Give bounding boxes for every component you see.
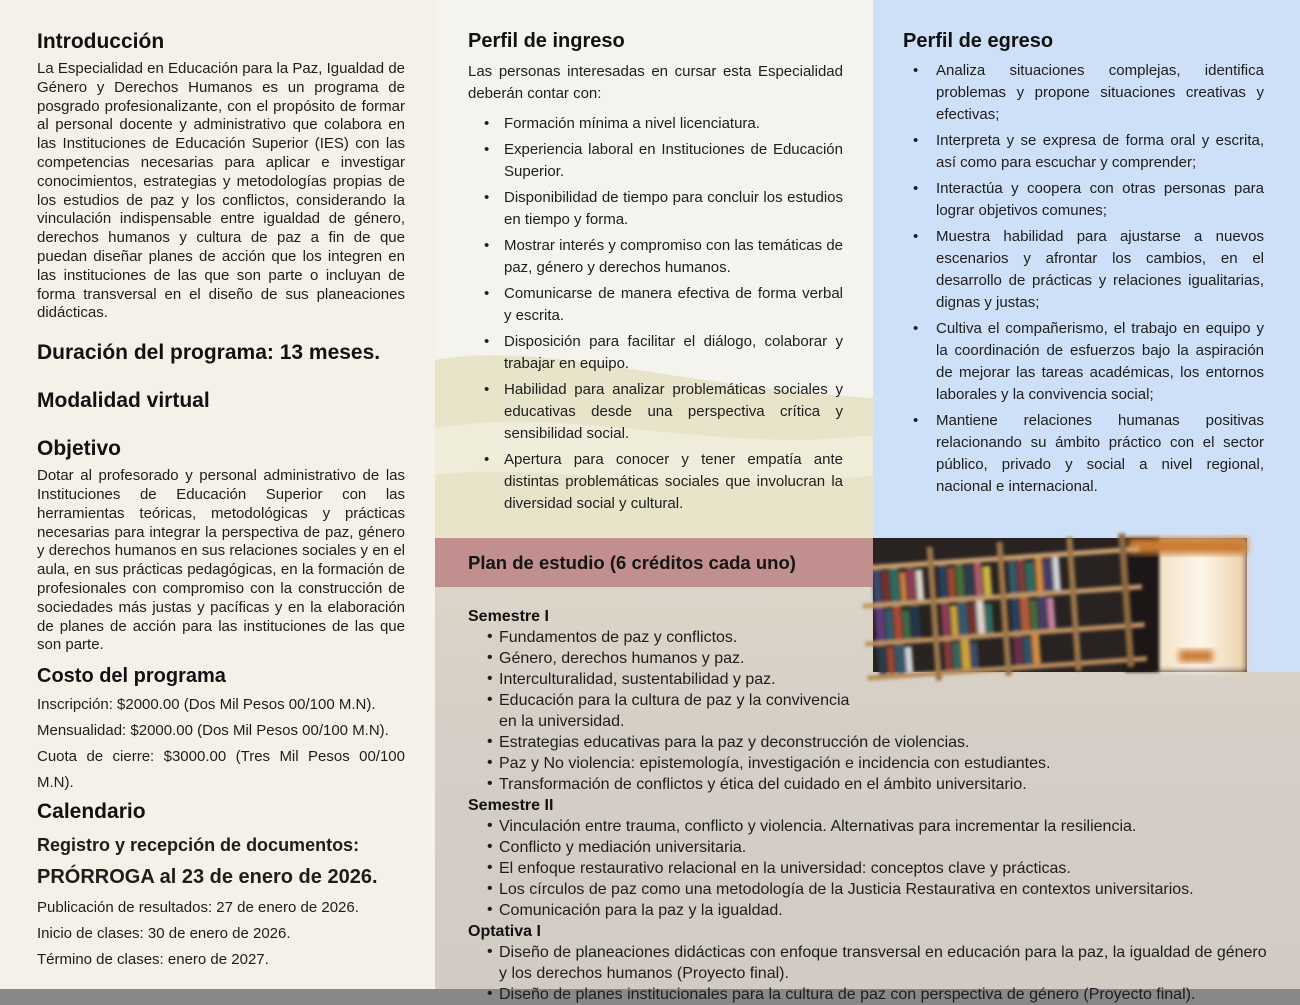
egreso-item: • Analiza situaciones complejas, identifica problemas y propone situaciones creativas y efectivas;	[913, 62, 1264, 123]
plan-section-heading: Semestre I	[468, 608, 549, 625]
bullet-icon: •	[487, 691, 493, 708]
bullet-icon: •	[484, 381, 490, 398]
bullet-icon: •	[487, 901, 493, 918]
ingreso-list	[468, 113, 843, 515]
bullet-icon: •	[487, 880, 493, 897]
plan-course-item: • Estrategias educativas para la paz y deconstrucción de violencias.	[487, 733, 970, 751]
bullet-icon: •	[484, 451, 490, 468]
plan-course-item: • Fundamentos de paz y conflictos.	[487, 628, 738, 646]
bullet-icon: •	[913, 132, 919, 149]
egreso-panel	[873, 0, 1300, 538]
bullet-icon: •	[484, 115, 490, 132]
calendar-lines	[37, 895, 405, 973]
bullet-icon: •	[487, 733, 493, 750]
egreso-item: • Interpreta y se expresa de forma oral y escrita, así como para escuchar y comprender;	[913, 132, 1264, 171]
duration-heading: Duración del programa: 13 meses.	[37, 341, 381, 365]
left-column	[0, 0, 435, 989]
ingreso-item: • Formación mínima a nivel licenciatura.	[468, 113, 843, 135]
bullet-icon: •	[913, 320, 919, 337]
bullet-icon: •	[484, 141, 490, 158]
ingreso-item: • Disponibilidad de tiempo para concluir los estudios en tiempo y forma.	[484, 189, 843, 228]
ingreso-intro: Las personas interesadas en cursar esta Especialidad deberán contar con:	[468, 63, 843, 102]
ingreso-item: • Comunicarse de manera efectiva de forma verbal y escrita.	[484, 285, 843, 324]
bullet-icon: •	[913, 62, 919, 79]
plan-course-item: • Diseño de planes institucionales para la cultura de paz con perspectiva de género (Proyecto final).	[487, 985, 1196, 1003]
bullet-icon: •	[487, 775, 493, 792]
bullet-icon: •	[487, 859, 493, 876]
bullet-icon: •	[484, 333, 490, 350]
bullet-icon: •	[487, 838, 493, 855]
plan-course-item: • Vinculación entre trauma, conflicto y violencia. Alternativas para incrementar la resiliencia.	[487, 817, 1137, 835]
plan-content	[435, 587, 1300, 1005]
plan-course-item: • Conflicto y mediación universitaria.	[487, 838, 747, 856]
plan-course-item: • Comunicación para la paz y la igualdad.	[487, 901, 783, 919]
calendar-line: Inicio de clases: 30 de enero de 2026.	[37, 925, 291, 943]
cost-line: Inscripción: $2000.00 (Dos Mil Pesos 00/100 M.N).	[37, 696, 376, 714]
bullet-icon: •	[487, 628, 493, 645]
bullet-icon: •	[487, 754, 493, 771]
ingreso-item: • Mostrar interés y compromiso con las temáticas de paz, género y derechos humanos.	[484, 237, 843, 276]
bullet-icon: •	[487, 985, 493, 1002]
egreso-item: • Cultiva el compañerismo, el trabajo en equipo y la coordinación de esfuerzos bajo la aspiración de mejorar las tareas académicas, los entornos laborales y la convivencia social;	[913, 320, 1264, 403]
plan-course-item: • Género, derechos humanos y paz.	[487, 649, 745, 667]
bullet-icon: •	[913, 412, 919, 429]
plan-course-item: • El enfoque restaurativo relacional en la universidad: conceptos clave y prácticas.	[487, 859, 1071, 877]
bullet-icon: •	[913, 180, 919, 197]
modality-heading: Modalidad virtual	[37, 389, 210, 413]
plan-section	[435, 538, 1300, 1003]
intro-title: Introducción	[37, 30, 165, 53]
plan-section-heading: Semestre II	[468, 797, 554, 814]
plan-title: Plan de estudio (6 créditos cada uno)	[468, 551, 796, 573]
calendar-title: Calendario	[37, 800, 146, 824]
ingreso-item: • Habilidad para analizar problemáticas sociales y educativas desde una perspectiva crítica y sensibilidad social.	[484, 381, 843, 442]
plan-course-item: • Transformación de conflictos y ética del cuidado en el ámbito universitario.	[487, 775, 1027, 793]
bullet-icon: •	[484, 237, 490, 254]
cost-title: Costo del programa	[37, 665, 226, 688]
ingreso-item: • Experiencia laboral en Instituciones de Educación Superior.	[484, 141, 843, 180]
prorroga-heading: PRÓRROGA al 23 de enero de 2026.	[37, 866, 378, 889]
plan-course-item: • Diseño de planeaciones didácticas con enfoque transversal en educación para la paz, la igualdad de género y los derechos humanos (Proyecto final).	[487, 943, 1267, 982]
egreso-title: Perfil de egreso	[903, 30, 1054, 52]
cost-line: Mensualidad: $2000.00 (Dos Mil Pesos 00/100 M.N).	[37, 722, 389, 740]
egreso-item: • Interactúa y coopera con otras personas para lograr objetivos comunes;	[913, 180, 1264, 219]
ingreso-panel	[435, 0, 873, 538]
egreso-item: • Mantiene relaciones humanas positivas relacionando su ámbito práctico con el sector público, privado y social a nivel regional, nacional e internacional.	[913, 412, 1264, 495]
bullet-icon: •	[487, 943, 493, 960]
plan-header-bar	[435, 538, 873, 587]
egreso-item: • Muestra habilidad para ajustarse a nuevos escenarios y afrontar los cambios, en el desarrollo de prácticas y relaciones igualitarias, dignas y justas;	[913, 228, 1264, 311]
bullet-icon: •	[487, 670, 493, 687]
plan-section-heading: Optativa I	[468, 923, 541, 940]
ingreso-item: • Disposición para facilitar el diálogo, colaborar y trabajar en equipo.	[484, 333, 843, 372]
cost-lines	[37, 692, 405, 796]
registro-heading: Registro y recepción de documentos:	[37, 835, 360, 856]
intro-body: La Especialidad en Educación para la Paz, Igualdad de Género y Derechos Humanos es un programa de posgrado profesionalizante, con el propósito de formar al personal docente y administrativo que colabora en las Instituciones de Educación Superior (IES) con las competencias necesarias para aplicar e investigar conocimientos, estrategias y metodologías propias de los estudios de paz y los conflictos, considerando la vinculación indispensable entre igualdad de género, derechos humanos y cultura de paz a fin de que puedan diseñar planes de acción que los integren en las instituciones de las que son parte o incluyan de forma transversal en el diseño de sus planeaciones didácticas.	[37, 60, 405, 322]
bullet-icon: •	[487, 649, 493, 666]
objective-body: Dotar al profesorado y personal administrativo de las Instituciones de Educación Superior con las herramientas teóricas, metodológicas y prácticas necesarias para integrar la perspectiva de paz, género y derechos humanos en sus relaciones sociales y en el aula, en sus prácticas pedagógicas, en la formación de profesionales con compromiso con la construcción de sociedades más justas y pacíficas y en la elaboración de planes de acción para las instituciones de las que son parte.	[37, 467, 405, 654]
bullet-icon: •	[484, 189, 490, 206]
ingreso-title: Perfil de ingreso	[468, 30, 625, 52]
plan-course-item: • Los círculos de paz como una metodología de la Justicia Restaurativa en contextos universitarios.	[487, 880, 1194, 898]
cost-line: Cuota de cierre: $3000.00 (Tres Mil Pesos 00/100 M.N).	[37, 748, 405, 792]
bullet-icon: •	[913, 228, 919, 245]
ingreso-item: • Apertura para conocer y tener empatía ante distintas problemáticas sociales que involucran la diversidad social y cultural.	[484, 451, 843, 512]
bullet-icon: •	[484, 285, 490, 302]
objective-title: Objetivo	[37, 437, 122, 461]
calendar-line: Publicación de resultados: 27 de enero de 2026.	[37, 899, 359, 917]
plan-course-item: • Educación para la cultura de paz y la convivencia en la universidad.	[487, 691, 850, 730]
calendar-line: Término de clases: enero de 2027.	[37, 951, 269, 969]
plan-course-item: • Interculturalidad, sustentabilidad y paz.	[487, 670, 776, 688]
egreso-list	[903, 60, 1264, 498]
bullet-icon: •	[487, 817, 493, 834]
plan-course-item: • Paz y No violencia: epistemología, investigación e incidencia con estudiantes.	[487, 754, 1051, 772]
